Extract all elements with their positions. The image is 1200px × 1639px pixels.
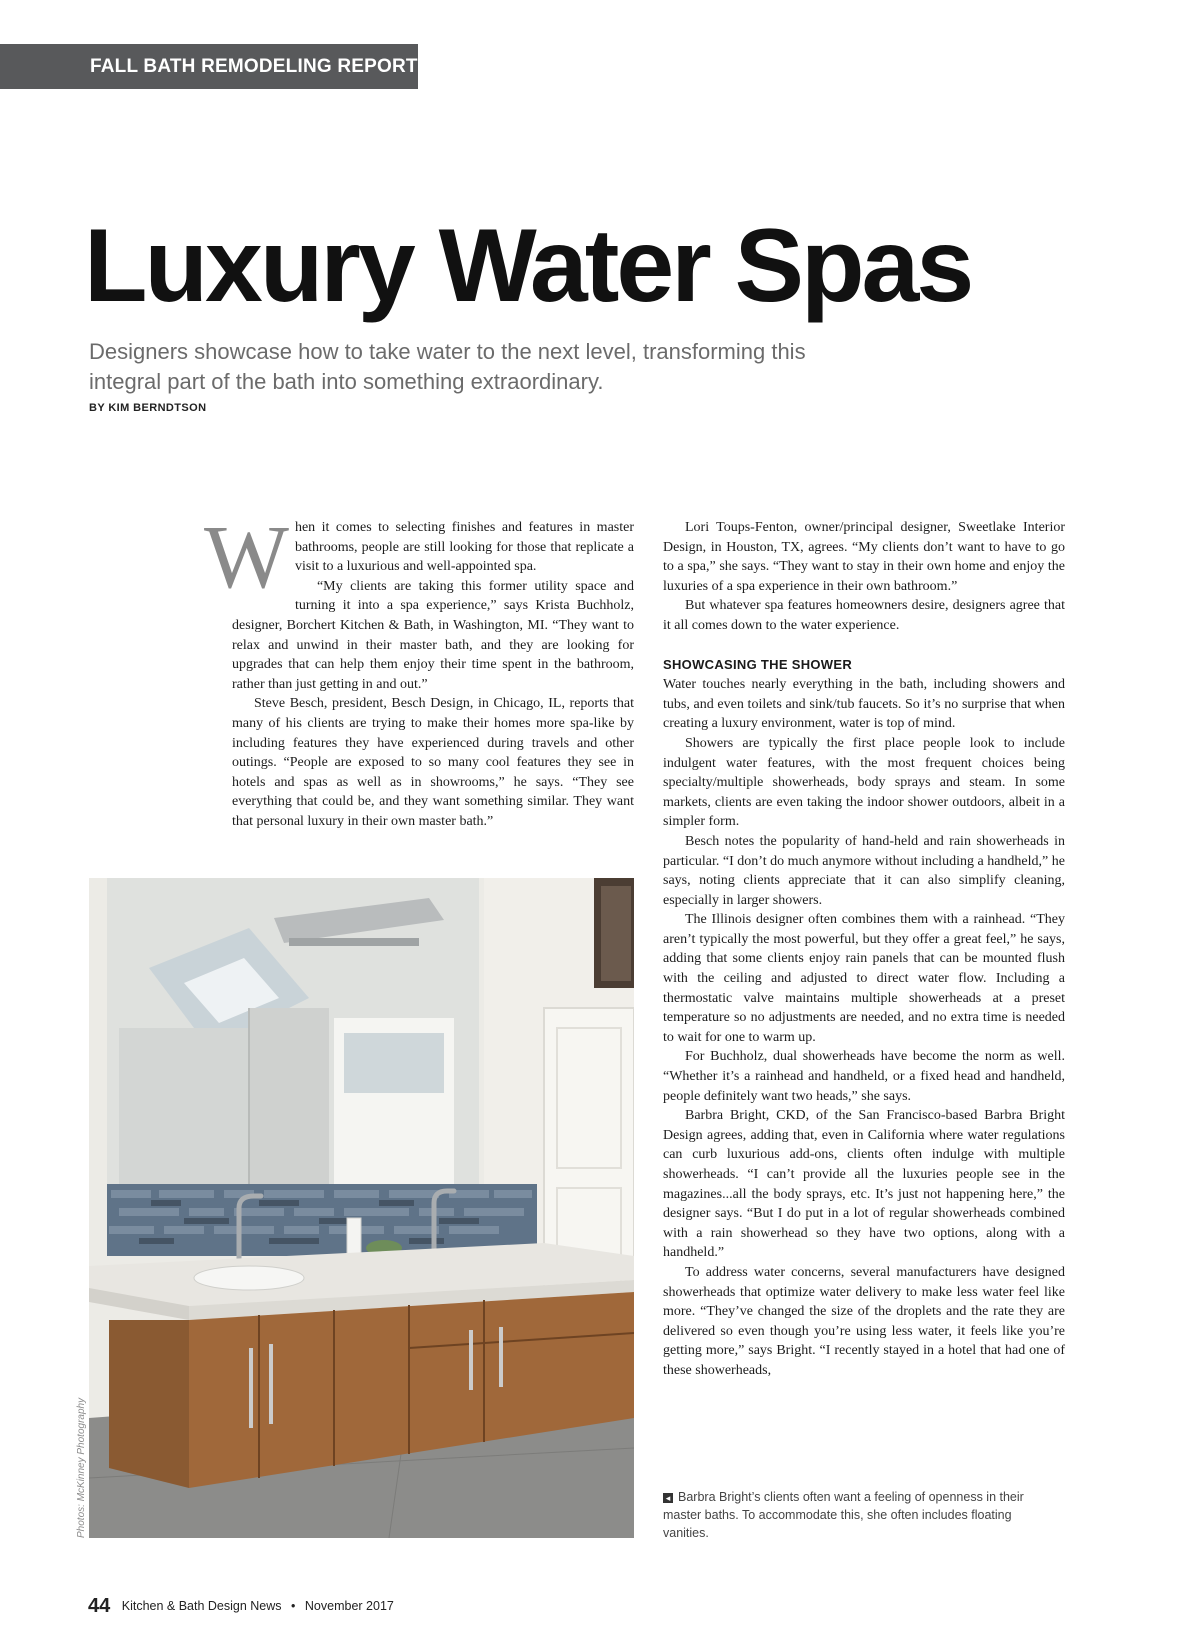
photo-caption: [663, 1488, 1043, 1542]
caption-text: Barbra Bright’s clients often want a feeling of openness in their master baths. To accommodate this, she often includes floating vanities.: [663, 1490, 1024, 1540]
paragraph: hen it comes to selecting finishes and features in master bathrooms, people are still looking for those that replicate a visit to a luxurious and well-appointed spa.: [294, 520, 634, 575]
paragraph: To address water concerns, several manufacturers have designed showerheads that optimize water delivery to make less water feel like more. “They’ve changed the size of the droplets and the rate they are delivered so even though you’re using less water, it feels like you’re getting more,” says Bright. “I recently stayed in a hotel that had one of these showerheads,: [663, 1264, 1065, 1378]
paragraph: Steve Besch, president, Besch Design, in Chicago, IL, reports that many of his clients are trying to make their homes more spa-like by including features they have experienced during travels and other outings. “People are exposed to so many cool features they see in hotels and spas as well as in showrooms,” he says. “They see everything that could be, and they want something similar. They want that personal luxury in their own master bath.”: [232, 696, 634, 829]
footer-separator: •: [291, 1599, 296, 1613]
paragraph: Water touches nearly everything in the bath, including showers and tubs, and even toilets and sink/tub faucets. So it’s no surprise that when creating a luxury environment, water is top of mind.: [663, 677, 1065, 732]
paragraph: But whatever spa features homeowners desire, designers agree that it all comes down to the water experience.: [663, 598, 1065, 633]
paragraph: Barbra Bright, CKD, of the San Francisco-based Barbra Bright Design agrees, adding that, even in California where water regulations can curb luxurious add-ons, clients often indulge with multiple showerheads. “I can’t provide all the luxuries people see in the magazines...all the body sprays, etc. It’s just not happening here,” the designer says. “But I do put in a lot of regular showerheads combined with a rain showerhead so they have two options, along with a handheld.”: [663, 1108, 1065, 1261]
right-column: [663, 518, 1065, 1381]
paragraph: Besch notes the popularity of hand-held and rain showerheads in particular. “I don’t do much anymore without including a handheld,” he says, noting clients appreciate that it can also simplify cleaning, especially in larger showers.: [663, 833, 1065, 908]
issue-date: November 2017: [304, 1599, 394, 1613]
section-tab: FALL BATH REMODELING REPORT: [0, 44, 418, 89]
drop-cap: W: [204, 508, 289, 607]
paragraph: Showers are typically the first place people look to include indulgent water features, with the most frequent choices being specialty/multiple showerheads, body sprays and steam. In some markets, clients are even taking the indoor shower outdoors, albeit in a simpler form.: [663, 735, 1065, 830]
bathroom-vanity-photo: [89, 878, 634, 1538]
publication-name: Kitchen & Bath Design News: [121, 1599, 282, 1613]
paragraph: Lori Toups-Fenton, owner/principal designer, Sweetlake Interior Design, in Houston, TX, agrees. “My clients don’t want to have to go to a spa,” she says. “They want to stay in their own home and enjoy the luxuries of a spa experience in their own bathroom.”: [663, 520, 1065, 594]
article-deck: Designers showcase how to take water to the next level, transforming this integral part of the bath into something extraordinary.: [89, 339, 806, 394]
photo-credit: Photos: McKinney Photography: [76, 1397, 87, 1538]
section-subhead: SHOWCASING THE SHOWER: [663, 656, 853, 672]
caption-arrow-icon: ◂: [663, 1493, 673, 1503]
page-footer: [88, 1595, 394, 1618]
byline: BY KIM BERNDTSON: [89, 402, 207, 414]
paragraph: For Buchholz, dual showerheads have become the norm as well. “Whether it’s a rainhead and handheld, or a fixed head and handheld, people definitely want two heads,” she says.: [663, 1049, 1065, 1104]
left-column: [204, 508, 634, 832]
page-number: 44: [88, 1595, 111, 1617]
paragraph: “My clients are taking this former utility space and turning it into a spa experience,” says Krista Buchholz, designer, Borchert Kitchen & Bath, in Washington, MI. “They want to relax and unwind in their master bath, and they are looking for upgrades that can help them enjoy their time spent in the bathroom, rather than just getting in and out.”: [232, 578, 634, 692]
article-title: Luxury Water Spas: [84, 208, 972, 324]
paragraph: The Illinois designer often combines them with a rainhead. “They aren’t typically the most powerful, but they offer a great feel,” he says, adding that some clients enjoy rain panels that can be mounted flush with the ceiling and adjusted to direct water flow. Including a thermostatic valve maintains multiple showerheads at a preset temperature so no adjustments are needed, and no extra time is needed to wait for one to warm up.: [663, 912, 1065, 1045]
